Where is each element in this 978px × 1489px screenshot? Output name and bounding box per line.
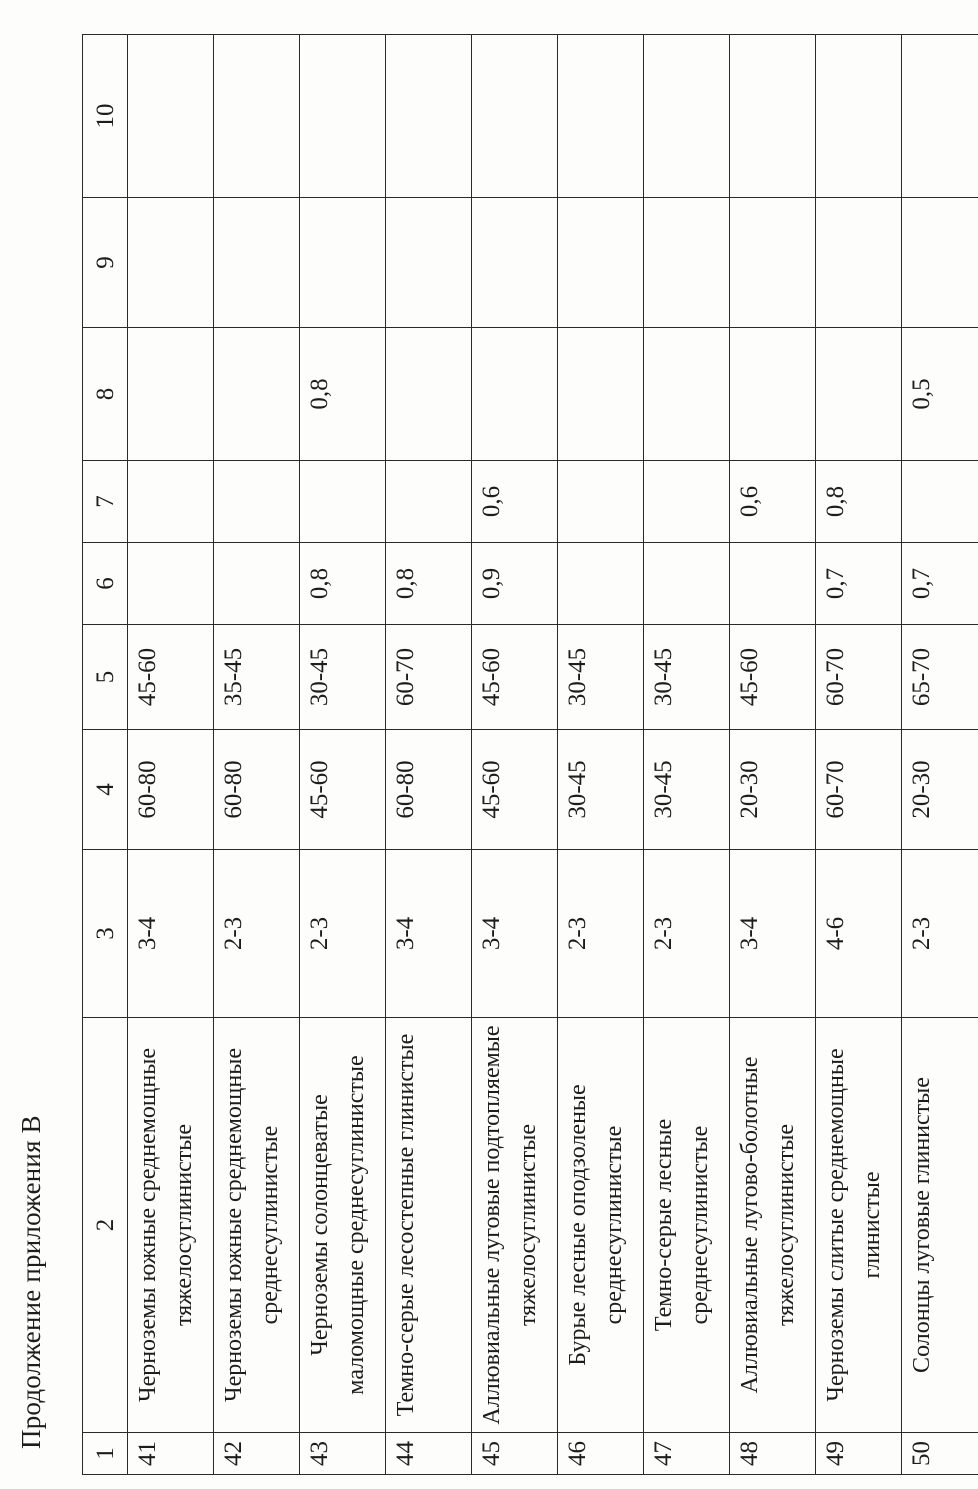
table-cell (386, 198, 472, 328)
soil-name-cell: Черноземы слитые среднемощные глинистые (816, 1018, 902, 1433)
table-cell: 0,8 (386, 543, 472, 625)
table-row (902, 35, 978, 1475)
table-cell: 43 (300, 1433, 386, 1475)
header-cell: 7 (83, 461, 128, 543)
soil-table (82, 34, 978, 1475)
table-cell (128, 543, 214, 625)
table-cell (816, 198, 902, 328)
header-cell: 6 (83, 543, 128, 625)
table-cell (128, 198, 214, 328)
table-cell (128, 35, 214, 198)
soil-name-cell: Солонцы луговые глинистые (902, 1018, 978, 1433)
table-cell: 0,7 (902, 543, 978, 625)
table-cell: 4-6 (816, 850, 902, 1018)
table-cell: 30-45 (300, 625, 386, 730)
table-cell (644, 35, 730, 198)
table-cell (644, 543, 730, 625)
table-cell: 41 (128, 1433, 214, 1475)
table-cell: 3-4 (128, 850, 214, 1018)
table-cell: 30-45 (558, 730, 644, 850)
table-cell (644, 328, 730, 461)
table-row (558, 35, 644, 1475)
table-cell: 20-30 (902, 730, 978, 850)
table-cell (300, 461, 386, 543)
table-cell: 60-80 (214, 730, 300, 850)
table-cell (644, 461, 730, 543)
header-cell: 10 (83, 35, 128, 198)
table-cell (300, 35, 386, 198)
table-cell (558, 35, 644, 198)
table-cell (214, 328, 300, 461)
header-cell: 3 (83, 850, 128, 1018)
table-cell (558, 198, 644, 328)
table-header (83, 35, 128, 1475)
table-cell: 44 (386, 1433, 472, 1475)
table-cell (558, 543, 644, 625)
soil-name-cell: Черноземы южные среднемощные тяжелосуглинистые (128, 1018, 214, 1433)
soil-name-cell: Темно-серые лесостепные глинистые (386, 1018, 472, 1433)
header-cell: 9 (83, 198, 128, 328)
table-body (128, 35, 978, 1475)
table-cell (558, 328, 644, 461)
table-cell: 42 (214, 1433, 300, 1475)
header-cell: 8 (83, 328, 128, 461)
table-cell: 45-60 (128, 625, 214, 730)
table-cell: 20-30 (730, 730, 816, 850)
soil-name-cell: Аллювиальные лугово-болотные тяжелосуглинистые (730, 1018, 816, 1433)
table-cell: 2-3 (902, 850, 978, 1018)
table-cell: 3-4 (472, 850, 558, 1018)
table-row (214, 35, 300, 1475)
table-cell: 45-60 (472, 625, 558, 730)
table-cell: 60-70 (386, 625, 472, 730)
table-cell: 45-60 (730, 625, 816, 730)
table-cell (558, 461, 644, 543)
table-cell (902, 461, 978, 543)
table-cell: 0,8 (816, 461, 902, 543)
table-cell: 50 (902, 1433, 978, 1475)
table-cell: 30-45 (644, 730, 730, 850)
table-cell: 30-45 (644, 625, 730, 730)
table-cell (214, 198, 300, 328)
table-cell: 47 (644, 1433, 730, 1475)
header-cell: 4 (83, 730, 128, 850)
table-cell (902, 35, 978, 198)
table-cell (472, 328, 558, 461)
table-cell: 0,8 (300, 543, 386, 625)
header-cell: 5 (83, 625, 128, 730)
table-cell: 2-3 (300, 850, 386, 1018)
soil-name-cell: Аллювиальные луговые подтопляемые тяжелосуглинистые (472, 1018, 558, 1433)
table-row (386, 35, 472, 1475)
table-cell (730, 328, 816, 461)
table-cell: 0,6 (472, 461, 558, 543)
table-cell: 48 (730, 1433, 816, 1475)
header-cell: 1 (83, 1433, 128, 1475)
soil-name-cell: Бурые лесные оподзоленые среднесуглинистые (558, 1018, 644, 1433)
table-cell (214, 461, 300, 543)
header-cell: 2 (83, 1018, 128, 1433)
table-row (472, 35, 558, 1475)
table-cell (386, 35, 472, 198)
table-cell: 45-60 (472, 730, 558, 850)
table-row (644, 35, 730, 1475)
table-cell (472, 198, 558, 328)
table-cell: 3-4 (730, 850, 816, 1018)
table-cell: 0,8 (300, 328, 386, 461)
table-cell: 0,5 (902, 328, 978, 461)
table-cell: 46 (558, 1433, 644, 1475)
table-cell (730, 543, 816, 625)
table-row (730, 35, 816, 1475)
table-row (128, 35, 214, 1475)
table-cell (816, 35, 902, 198)
table-cell (730, 198, 816, 328)
table-cell (730, 35, 816, 198)
table-cell (128, 328, 214, 461)
table-cell (386, 328, 472, 461)
table-cell (214, 543, 300, 625)
table-cell: 60-80 (386, 730, 472, 850)
soil-name-cell: Темно-серые лесные среднесуглинистые (644, 1018, 730, 1433)
table-cell: 0,6 (730, 461, 816, 543)
soil-name-cell: Черноземы южные среднемощные среднесуглинистые (214, 1018, 300, 1433)
table-cell: 60-80 (128, 730, 214, 850)
table-cell: 0,7 (816, 543, 902, 625)
table-row (300, 35, 386, 1475)
table-cell (214, 35, 300, 198)
table-cell (472, 35, 558, 198)
table-cell: 30-45 (558, 625, 644, 730)
table-cell: 45-60 (300, 730, 386, 850)
table-cell: 60-70 (816, 625, 902, 730)
table-cell: 49 (816, 1433, 902, 1475)
table-cell: 2-3 (644, 850, 730, 1018)
table-cell (902, 198, 978, 328)
table-cell: 45 (472, 1433, 558, 1475)
page-caption: Продолжение приложения В (16, 1115, 46, 1449)
soil-name-cell: Черноземы солонцеватые маломощные среднесуглинистые (300, 1018, 386, 1433)
table-cell: 2-3 (558, 850, 644, 1018)
table-row (816, 35, 902, 1475)
table-cell: 0,9 (472, 543, 558, 625)
table-cell: 35-45 (214, 625, 300, 730)
table-cell (644, 198, 730, 328)
table-cell (300, 198, 386, 328)
table-cell: 65-70 (902, 625, 978, 730)
table-cell (128, 461, 214, 543)
table-cell: 2-3 (214, 850, 300, 1018)
table-cell (816, 328, 902, 461)
header-row (83, 35, 128, 1475)
table-cell: 3-4 (386, 850, 472, 1018)
table-cell (386, 461, 472, 543)
table-cell: 60-70 (816, 730, 902, 850)
